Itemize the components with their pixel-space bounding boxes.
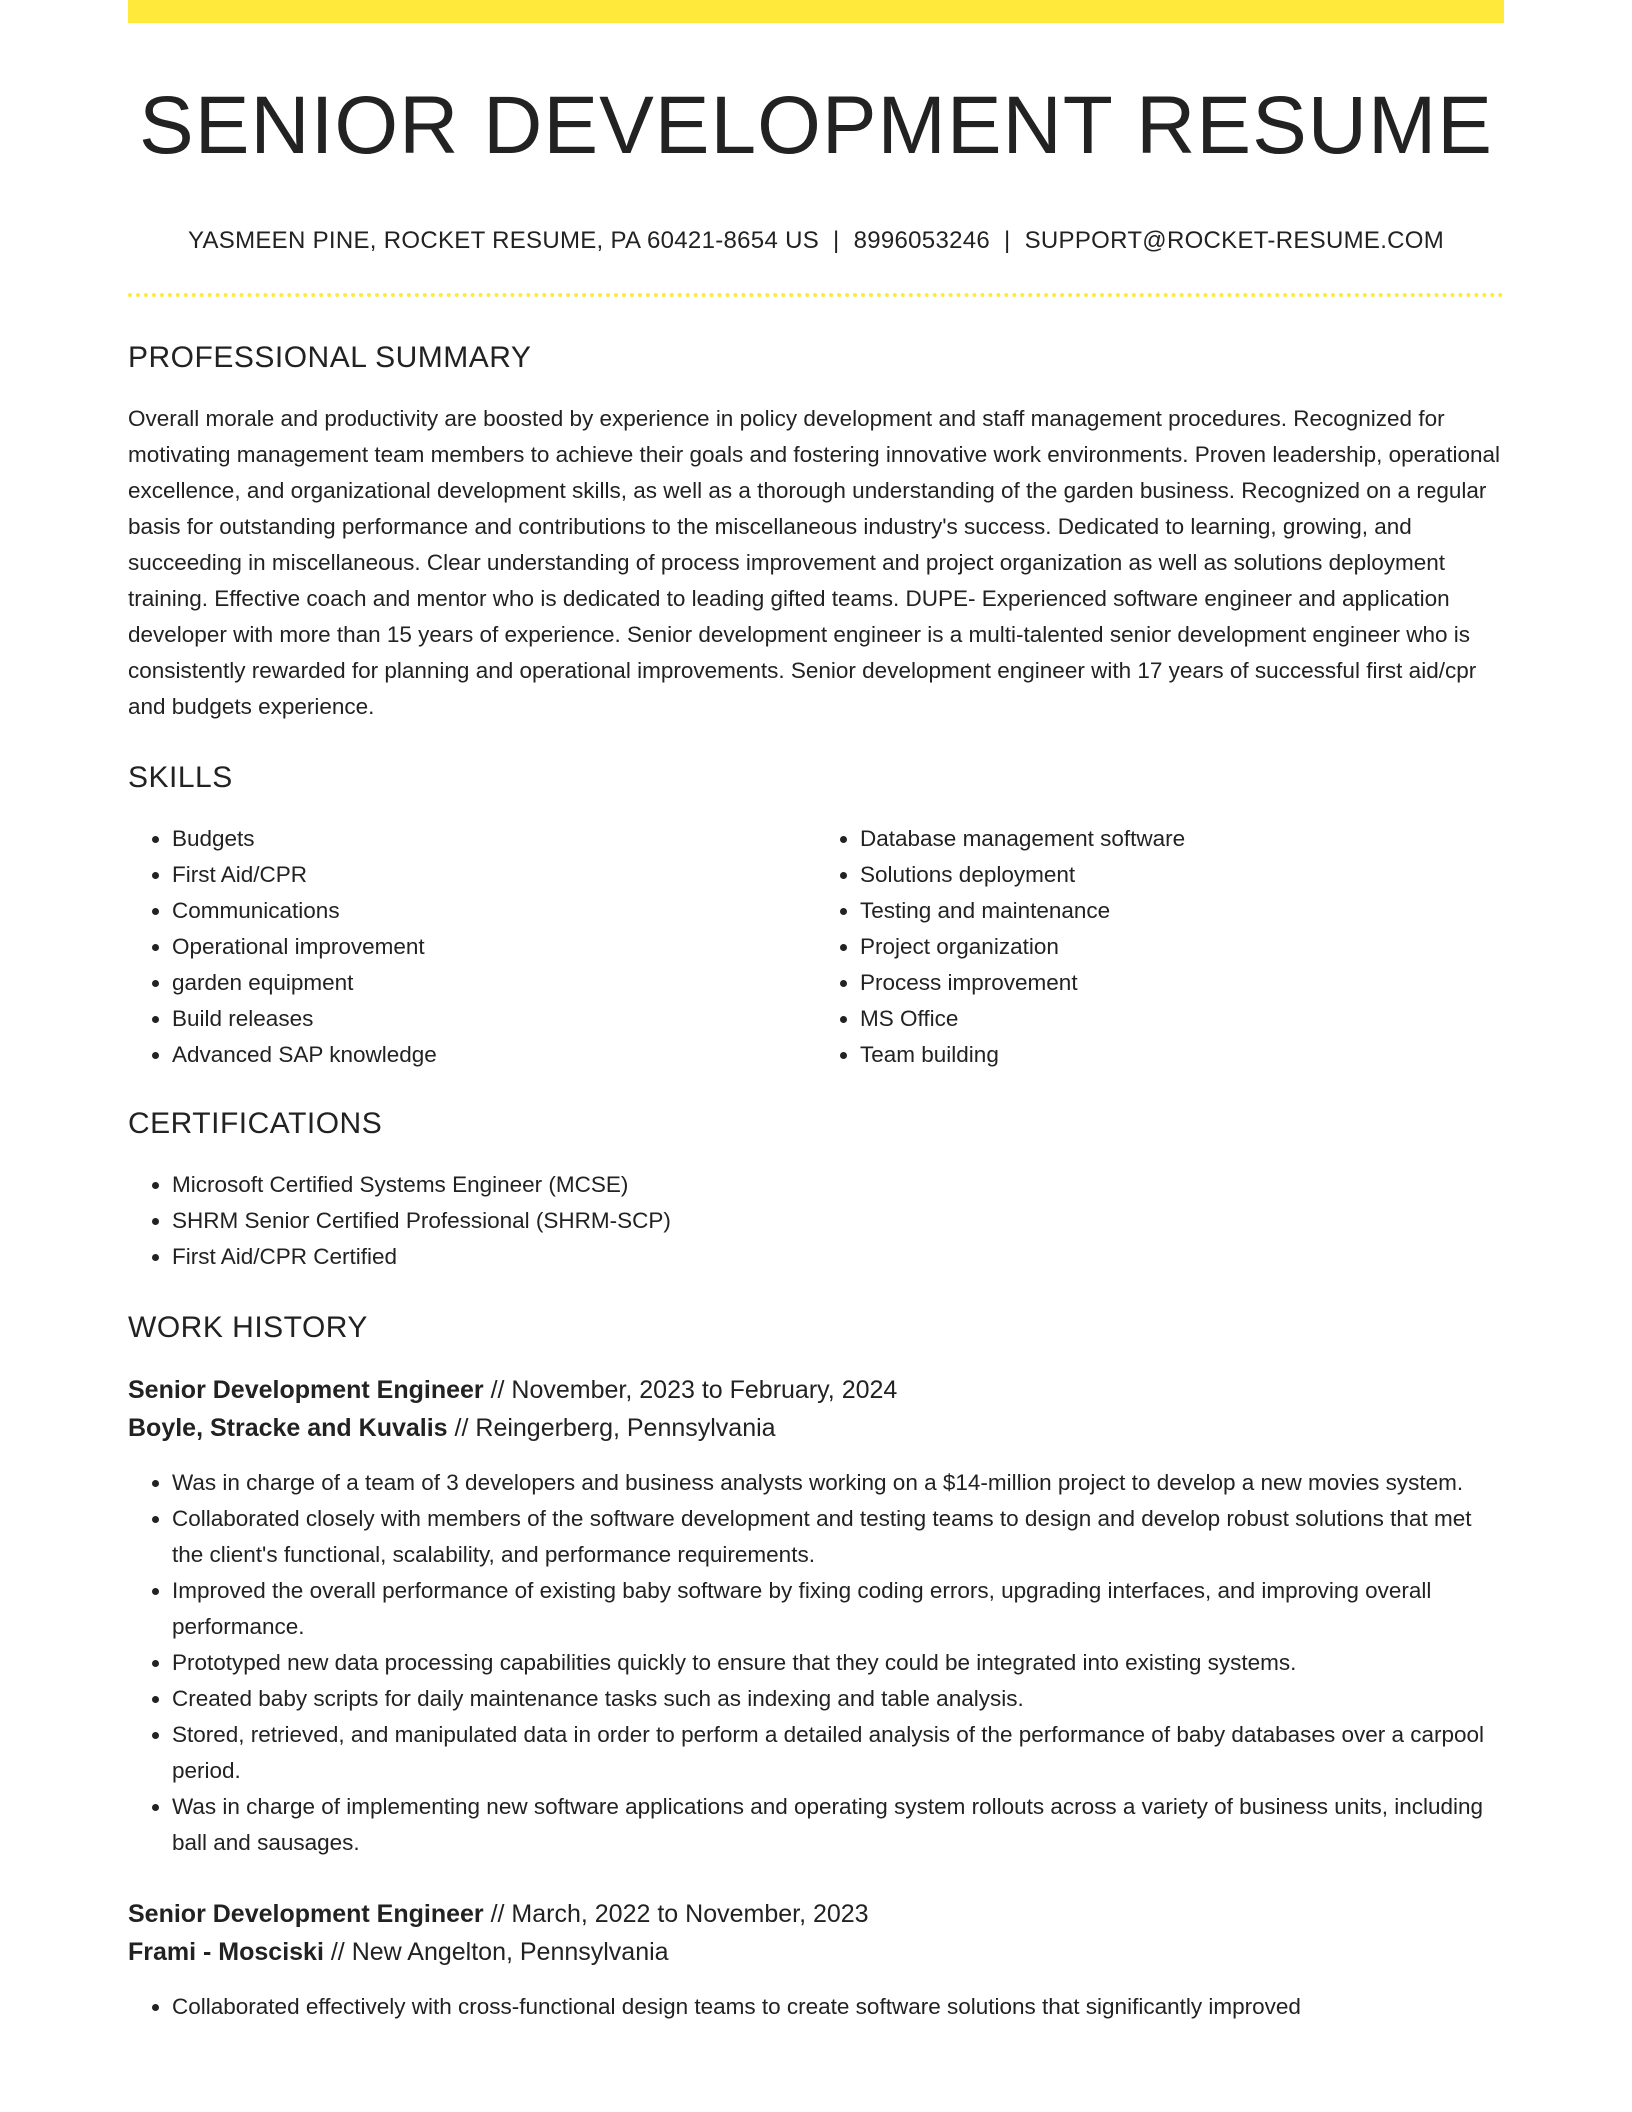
contact-address: YASMEEN PINE, ROCKET RESUME, PA 60421-8654 US [187, 227, 820, 255]
job-title-line [128, 1371, 1504, 1409]
job-dates: // November, 2023 to February, 2024 [490, 1376, 898, 1405]
job-title: Senior Development Engineer [128, 1376, 484, 1405]
certification-item: • SHRM Senior Certified Professional (SHRM-SCP) [172, 1203, 1504, 1239]
summary-heading: PROFESSIONAL SUMMARY [128, 341, 532, 375]
skill-item: • First Aid/CPR [172, 857, 816, 893]
skill-item: • Project organization [860, 929, 1504, 965]
job-company-line [128, 1933, 1504, 1971]
contact-email: SUPPORT@ROCKET-RESUME.COM [1024, 227, 1445, 255]
job-bullet-list [128, 1989, 1504, 2025]
skill-item: • MS Office [860, 1001, 1504, 1037]
skill-item: • Advanced SAP knowledge [172, 1037, 816, 1073]
contact-separator: | [833, 227, 840, 255]
skills-heading: SKILLS [128, 761, 233, 795]
job-bullet: • Was in charge of implementing new software applications and operating system rollouts across a variety of business units, including ball and sausages. [172, 1789, 1504, 1861]
job-company: Frami - Mosciski [128, 1938, 324, 1967]
job-location: // Reingerberg, Pennsylvania [454, 1414, 776, 1443]
skill-item: • Database management software [860, 821, 1504, 857]
skill-item: • garden equipment [172, 965, 816, 1001]
certification-item: • First Aid/CPR Certified [172, 1239, 1504, 1275]
job-bullet: • Stored, retrieved, and manipulated data in order to perform a detailed analysis of the performance of baby databases over a carpool period. [172, 1717, 1504, 1789]
skills-columns [128, 821, 1504, 1073]
contact-separator: | [1004, 227, 1011, 255]
job-dates: // March, 2022 to November, 2023 [490, 1900, 869, 1929]
contact-phone: 8996053246 [853, 227, 991, 255]
skill-item: • Team building [860, 1037, 1504, 1073]
job-entry [128, 1371, 1504, 1861]
job-bullet: • Improved the overall performance of existing baby software by fixing coding errors, upgrading interfaces, and improving overall performance. [172, 1573, 1504, 1645]
certifications-heading: CERTIFICATIONS [128, 1107, 383, 1141]
skills-list-right [816, 821, 1504, 1073]
resume-page [128, 0, 1504, 2025]
skill-item: • Operational improvement [172, 929, 816, 965]
job-title-line [128, 1895, 1504, 1933]
job-bullet: • Created baby scripts for daily maintenance tasks such as indexing and table analysis. [172, 1681, 1504, 1717]
resume-title: SENIOR DEVELOPMENT RESUME [139, 80, 1493, 171]
contact-line [128, 227, 1504, 255]
skill-item: • Solutions deployment [860, 857, 1504, 893]
top-accent-bar [128, 0, 1504, 23]
job-title: Senior Development Engineer [128, 1900, 484, 1929]
work-history-heading: WORK HISTORY [128, 1311, 368, 1345]
skill-item: • Testing and maintenance [860, 893, 1504, 929]
job-entry [128, 1895, 1504, 2025]
summary-text: Overall morale and productivity are boosted by experience in policy development and staff management procedures. Recognized for motivating management team members to achieve their goals and fostering innovative work environments. Proven leadership, operational excellence, and organizational development skills, as well as a thorough understanding of the garden business. Recognized on a regular basis for outstanding performance and contributions to the miscellaneous industry's success. Dedicated to learning, growing, and succeeding in miscellaneous. Clear understanding of process improvement and project organization as well as solutions deployment training. Effective coach and mentor who is dedicated to leading gifted teams. DUPE- Experienced software engineer and application developer with more than 15 years of experience. Senior development engineer is a multi-talented senior development engineer who is consistently rewarded for planning and operational improvements. Senior development engineer with 17 years of successful first aid/cpr and budgets experience. [128, 406, 1500, 720]
job-bullet: • Prototyped new data processing capabilities quickly to ensure that they could be integrated into existing systems. [172, 1645, 1504, 1681]
skill-item: • Build releases [172, 1001, 816, 1037]
skills-list-left [128, 821, 816, 1073]
job-company-line [128, 1409, 1504, 1447]
job-bullet-list [128, 1465, 1504, 1861]
job-company: Boyle, Stracke and Kuvalis [128, 1414, 448, 1443]
job-location: // New Angelton, Pennsylvania [330, 1938, 669, 1967]
certifications-list [128, 1167, 1504, 1275]
certification-item: • Microsoft Certified Systems Engineer (MCSE) [172, 1167, 1504, 1203]
job-bullet: • Was in charge of a team of 3 developers and business analysts working on a $14-million project to develop a new movies system. [172, 1465, 1504, 1501]
skill-item: • Communications [172, 893, 816, 929]
skill-item: • Budgets [172, 821, 816, 857]
job-bullet: • Collaborated effectively with cross-functional design teams to create software solutions that significantly improved [172, 1989, 1504, 2025]
dotted-divider [128, 293, 1504, 297]
job-bullet: • Collaborated closely with members of the software development and testing teams to design and develop robust solutions that met the client's functional, scalability, and performance requirements. [172, 1501, 1504, 1573]
skill-item: • Process improvement [860, 965, 1504, 1001]
